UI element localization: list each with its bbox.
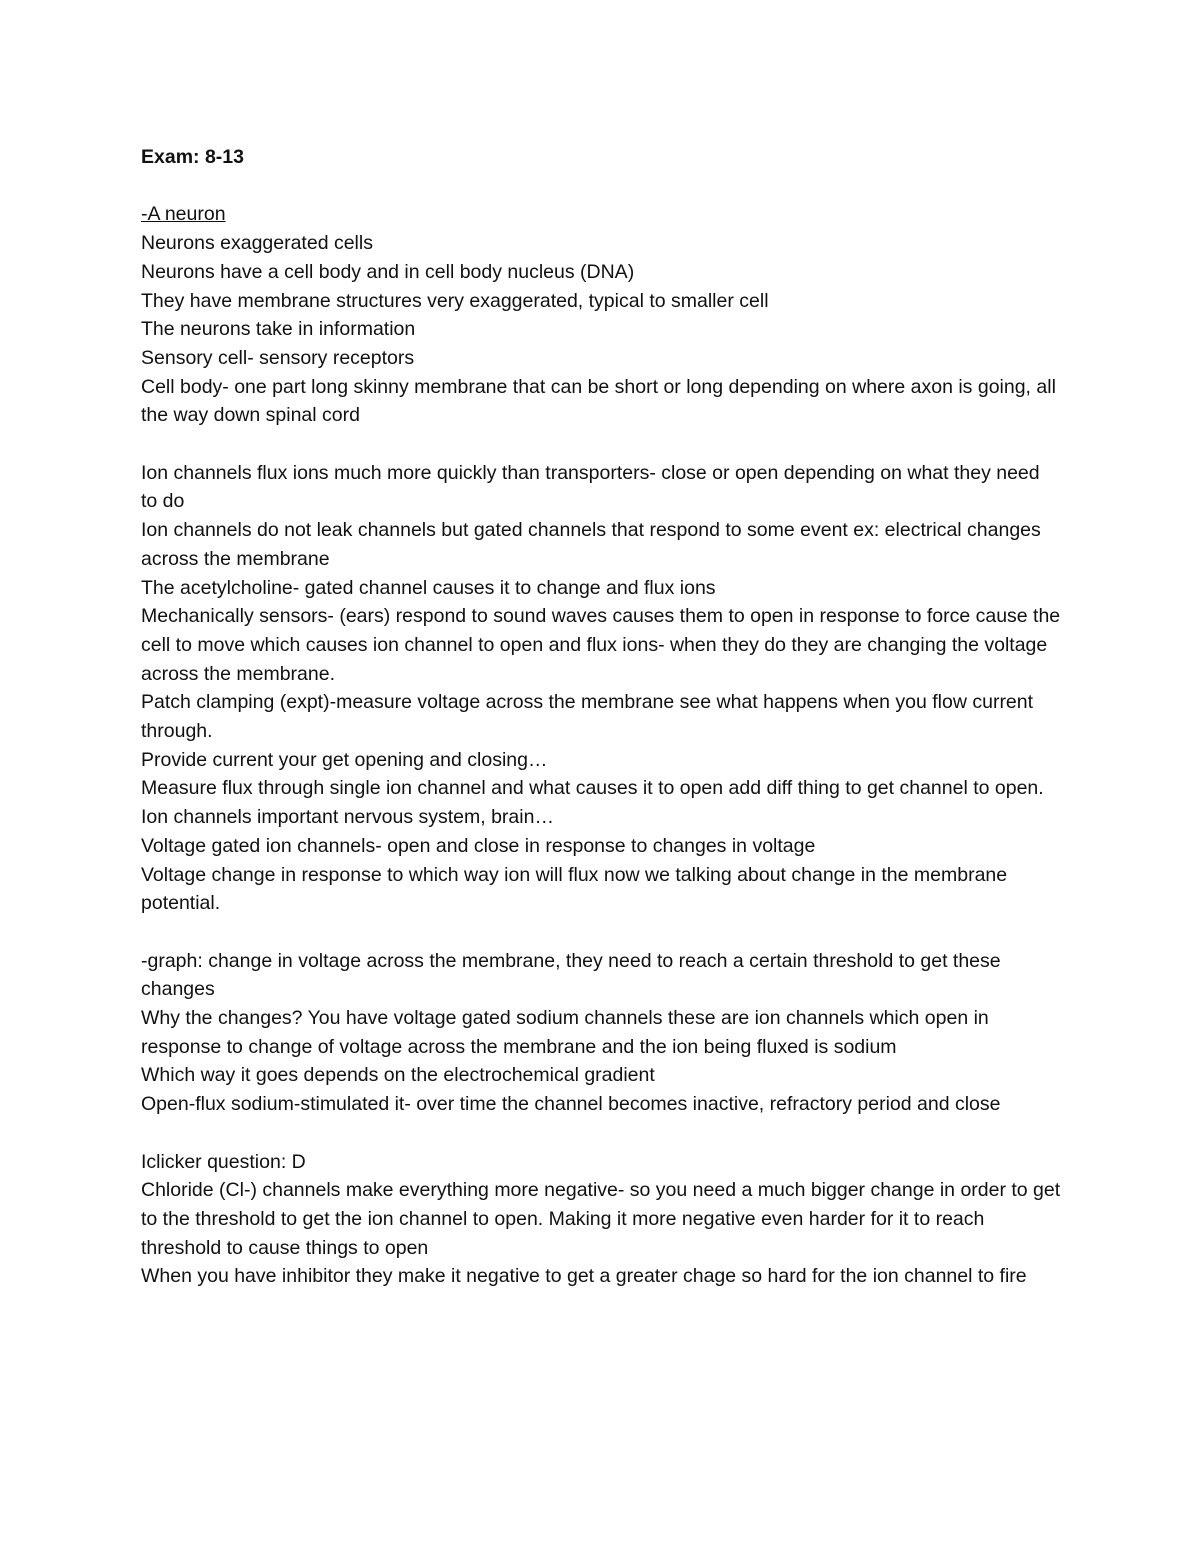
text-line: Ion channels flux ions much more quickly than transporters- close or open depending on what they need to do [141, 461, 1040, 513]
text-line: Iclicker question: D [141, 1150, 306, 1173]
section-ion-channels [141, 459, 1061, 918]
section-neuron [141, 200, 1061, 430]
text-line: The acetylcholine- gated channel causes it to change and flux ions [141, 576, 716, 599]
document-body [141, 143, 1061, 1291]
section-heading-neuron: -A neuron [141, 203, 226, 226]
text-line: Which way it goes depends on the electrochemical gradient [141, 1064, 655, 1087]
section-graph [141, 947, 1061, 1119]
paragraph-gap [141, 430, 1061, 459]
text-line: Ion channels do not leak channels but gated channels that respond to some event ex: electrical changes across the membrane [141, 519, 1041, 570]
text-line: -graph: change in voltage across the membrane, they need to reach a certain threshold to get these changes [141, 949, 1001, 1001]
document-title: Exam: 8-13 [141, 146, 244, 168]
text-line: Voltage gated ion channels- open and close in response to changes in voltage [141, 834, 816, 857]
text-line: Provide current your get opening and closing… [141, 748, 548, 771]
text-line: Measure flux through single ion channel and what causes it to open add diff thing to get channel to open. [141, 777, 1044, 800]
text-line: They have membrane structures very exaggerated, typical to smaller cell [141, 289, 769, 312]
text-line: Voltage change in response to which way ion will flux now we talking about change in the membrane potential. [141, 863, 1008, 915]
text-line: Neurons exaggerated cells [141, 232, 373, 255]
text-line: Mechanically sensors- (ears) respond to sound waves causes them to open in response to force cause the cell to move which causes ion channel to open and flux ions- when they do they are changing the voltage across the membrane. [141, 605, 1061, 685]
text-line: When you have inhibitor they make it negative to get a greater chage so hard for the ion channel to fire [141, 1265, 1027, 1288]
text-line: Neurons have a cell body and in cell body nucleus (DNA) [141, 260, 635, 283]
text-line: Patch clamping (expt)-measure voltage across the membrane see what happens when you flow current through. [141, 691, 1034, 743]
text-line: Ion channels important nervous system, brain… [141, 806, 554, 829]
section-iclicker [141, 1148, 1061, 1292]
paragraph-gap [141, 918, 1061, 947]
text-line: Cell body- one part long skinny membrane that can be short or long depending on where axon is going, all the way down spinal cord [141, 375, 1056, 427]
paragraph-gap [141, 1119, 1061, 1148]
text-line: Chloride (Cl-) channels make everything more negative- so you need a much bigger change in order to get to the threshold to get the ion channel to open. Making it more negative even harder for it to reach threshold to cause things to open [141, 1179, 1061, 1259]
text-line: Why the changes? You have voltage gated sodium channels these are ion channels which open in response to change of voltage across the membrane and the ion being fluxed is sodium [141, 1007, 989, 1058]
text-line: Open-flux sodium-stimulated it- over time the channel becomes inactive, refractory period and close [141, 1093, 1001, 1116]
text-line: Sensory cell- sensory receptors [141, 346, 415, 369]
text-line: The neurons take in information [141, 318, 416, 341]
